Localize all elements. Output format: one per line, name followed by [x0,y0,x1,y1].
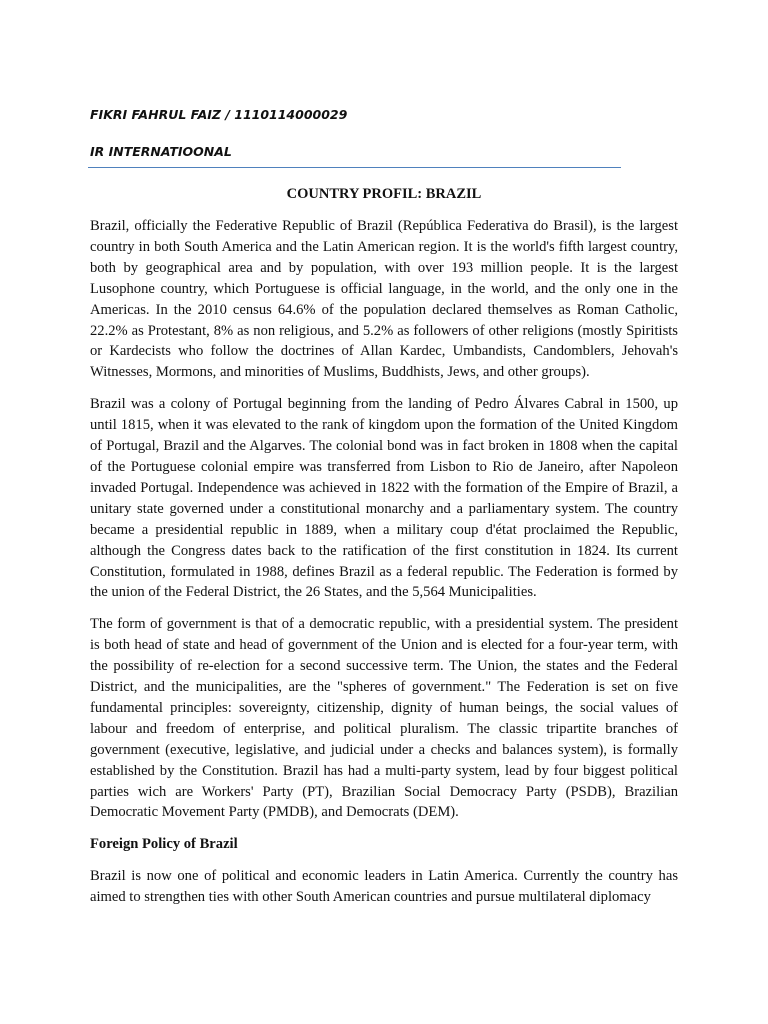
section-paragraph: Brazil is now one of political and economic leaders in Latin America. Currently the country has aimed to strengthen ties with other South American countries and pursue multilateral diplomacy [90,868,678,906]
paragraph-3: The form of government is that of a democratic republic, with a presidential system. The president is both head of state and head of government of the Union and is elected for a four-year term, with the possibility of re-election for a second successive term. The Union, the states and the Federal District, and the municipalities, are the "spheres of government." The Federation is set on five fundamental principles: sovereignty, citizenship, dignity of human beings, the social values of labour and freedom of enterprise, and political pluralism. The classic tripartite branches of government (executive, legislative, and judicial under a checks and balances system), is formally established by the Constitution. Brazil has had a multi-party system, lead by four biggest political parties wich are Workers' Party (PT), Brazilian Social Democracy Party (PSDB), Brazilian Democratic Movement Party (PMDB), and Democrats (DEM). [90,616,678,821]
document-title: COUNTRY PROFIL: BRAZIL [286,186,482,202]
section-heading: Foreign Policy of Brazil [90,836,238,853]
header-rule [88,167,621,168]
department-line: IR INTERNATIOONAL [90,144,232,159]
author-line: FIKRI FAHRUL FAIZ / 1110114000029 [90,107,348,122]
document-body [90,216,678,919]
paragraph-2: Brazil was a colony of Portugal beginning from the landing of Pedro Álvares Cabral in 1500, up until 1815, when it was elevated to the rank of kingdom upon the formation of the United Kingdom of Portugal, Brazil and the Algarves. The colonial bond was in fact broken in 1808 when the capital of the Portuguese colonial empire was transferred from Lisbon to Rio de Janeiro, after Napoleon invaded Portugal. Independence was achieved in 1822 with the formation of the Empire of Brazil, a unitary state governed under a constitutional monarchy and a parliamentary system. The country became a presidential republic in 1889, when a military coup d'état proclaimed the Republic, although the Congress dates back to the ratification of the first constitution in 1824. Its current Constitution, formulated in 1988, defines Brazil as a federal republic. The Federation is formed by the union of the Federal District, the 26 States, and the 5,564 Municipalities. [90,396,678,601]
paragraph-1: Brazil, officially the Federative Republic of Brazil (República Federativa do Brasil), is the largest country in both South America and the Latin American region. It is the world's fifth largest country, both by geographical area and by population, with over 193 million people. It is the largest Lusophone country, which Portuguese is official language, in the world, and the only one in the Americas. In the 2010 census 64.6% of the population declared themselves as Roman Catholic, 22.2% as Protestant, 8% as non religious, and 5.2% as followers of other religions (mostly Spiritists or Kardecists who follow the doctrines of Allan Kardec, Umbandists, Candomblers, Jehovah's Witnesses, Mormons, and minorities of Muslims, Buddhists, Jews, and other groups). [90,218,678,381]
